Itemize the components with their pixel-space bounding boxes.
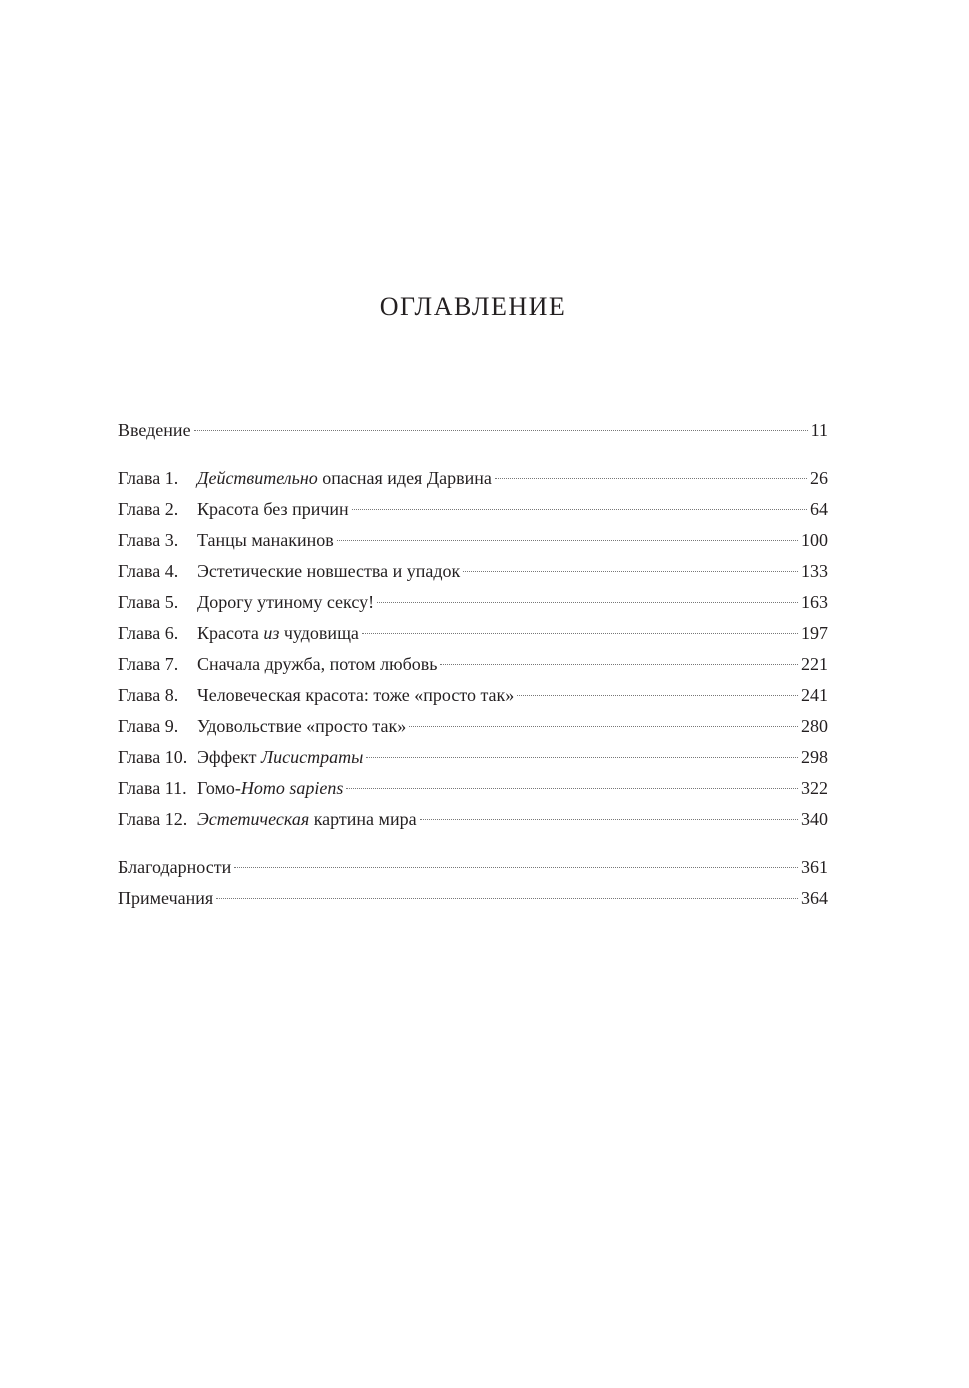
entry-title (197, 494, 349, 525)
toc-entry[interactable] (118, 852, 828, 883)
title-segment: Благодарности (118, 857, 232, 877)
toc-entry[interactable] (118, 415, 828, 446)
chapter-number: Глава 9. (118, 716, 179, 736)
title-segment: опасная идея Дарвина (317, 468, 492, 488)
dot-leader (362, 633, 798, 634)
toc-entry[interactable] (118, 883, 828, 914)
title-segment: Красота (197, 623, 264, 643)
toc-entry[interactable] (118, 494, 828, 525)
page-number: 221 (801, 654, 828, 674)
toc-entry[interactable] (118, 463, 828, 494)
dot-leader (366, 757, 798, 758)
chapter-number: Глава 3. (118, 530, 179, 550)
group-separator (118, 446, 828, 463)
page-title: ОГЛАВЛЕНИЕ (379, 292, 567, 321)
chapter-number: Глава 2. (118, 499, 179, 519)
chapter-number: Глава 7. (118, 654, 179, 674)
dot-leader (517, 695, 798, 696)
toc-entry[interactable] (118, 618, 828, 649)
page-number: 298 (801, 747, 828, 767)
chapter-number: Глава 12. (118, 809, 188, 829)
toc-entry[interactable] (118, 525, 828, 556)
chapter-number: Глава 11. (118, 778, 187, 798)
toc-entry[interactable] (118, 680, 828, 711)
toc-entry[interactable] (118, 773, 828, 804)
entry-title (197, 463, 492, 494)
title-segment: Сначала дружба, потом любовь (197, 654, 438, 674)
entry-title (197, 773, 343, 804)
chapter-number: Глава 5. (118, 592, 179, 612)
italic-title-segment: Эстетическая (197, 809, 310, 829)
dot-leader (409, 726, 798, 727)
chapter-number: Глава 6. (118, 623, 179, 643)
toc-entry[interactable] (118, 742, 828, 773)
title-segment: Эстетические новшества и упадок (197, 561, 461, 581)
title-segment: Танцы манакинов (197, 530, 334, 550)
dot-leader (216, 898, 798, 899)
table-of-contents (118, 415, 828, 914)
title-segment: Удовольствие «просто так» (197, 716, 407, 736)
page-number: 163 (801, 592, 828, 612)
italic-title-segment: Действительно (197, 468, 318, 488)
dot-leader (352, 509, 807, 510)
title-segment: Дорогу утиному сексу! (197, 592, 375, 612)
entry-title (197, 680, 514, 711)
dot-leader (377, 602, 798, 603)
title-segment: Человеческая красота: тоже «просто так» (197, 685, 515, 705)
entry-title (197, 618, 359, 649)
page-number: 100 (801, 530, 828, 550)
entry-title (118, 852, 231, 883)
toc-entry[interactable] (118, 804, 828, 835)
title-segment: картина мира (309, 809, 417, 829)
entry-title (197, 649, 437, 680)
entry-title (197, 525, 334, 556)
title-segment: Гомо- (197, 778, 241, 798)
title-segment: Эффект (197, 747, 261, 767)
group-separator (118, 835, 828, 852)
page-number: 11 (810, 420, 828, 440)
page-number: 280 (801, 716, 828, 736)
page-number: 340 (801, 809, 828, 829)
dot-leader (346, 788, 798, 789)
dot-leader (463, 571, 798, 572)
page-number: 361 (801, 857, 828, 877)
page-number: 64 (810, 499, 828, 519)
title-segment: Примечания (118, 888, 214, 908)
entry-title (118, 883, 213, 914)
chapter-number: Глава 8. (118, 685, 179, 705)
title-segment: Красота без причин (197, 499, 349, 519)
entry-title (197, 742, 363, 773)
page-number: 197 (801, 623, 828, 643)
title-segment: чудовища (279, 623, 359, 643)
entry-title (197, 804, 417, 835)
title-segment: Введение (118, 420, 191, 440)
entry-title (118, 415, 191, 446)
dot-leader (234, 867, 798, 868)
page-number: 26 (810, 468, 828, 488)
italic-title-segment: из (263, 623, 280, 643)
chapter-number: Глава 10. (118, 747, 188, 767)
chapter-number: Глава 1. (118, 468, 179, 488)
toc-entry[interactable] (118, 649, 828, 680)
dot-leader (194, 430, 808, 431)
dot-leader (337, 540, 798, 541)
entry-title (197, 711, 406, 742)
dot-leader (495, 478, 807, 479)
entry-title (197, 556, 460, 587)
italic-title-segment: Лисистраты (260, 747, 364, 767)
page-number: 241 (801, 685, 828, 705)
entry-title (197, 587, 374, 618)
dot-leader (440, 664, 798, 665)
dot-leader (420, 819, 798, 820)
toc-entry[interactable] (118, 711, 828, 742)
page-number: 322 (801, 778, 828, 798)
toc-entry[interactable] (118, 556, 828, 587)
page-number: 364 (801, 888, 828, 908)
chapter-number: Глава 4. (118, 561, 179, 581)
italic-title-segment: Homo sapiens (240, 778, 344, 798)
page-number: 133 (801, 561, 828, 581)
toc-entry[interactable] (118, 587, 828, 618)
